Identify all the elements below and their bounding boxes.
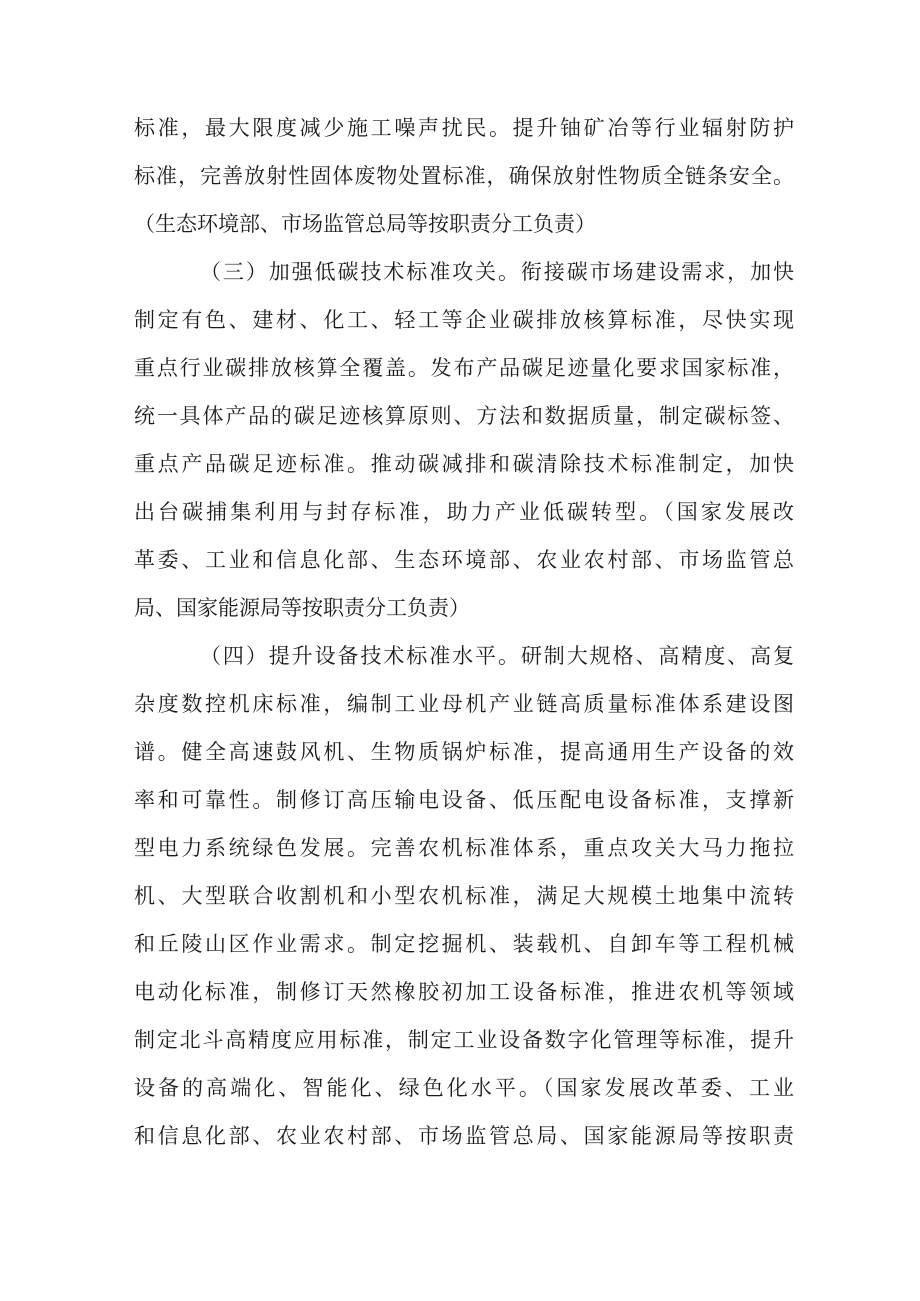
text-line-5: 制定有色、建材、化工、轻工等企业碳排放核算标准，尽快实现 (134, 308, 794, 332)
text-line-2: 标准，完善放射性固体废物处置标准，确保放射性物质全链条安全。 (134, 164, 794, 188)
text-line-14: 谱。健全高速鼓风机、生物质锅炉标准，提高通用生产设备的效 (134, 740, 794, 764)
text-line-3: （生态环境部、市场监管总局等按职责分工负责） (134, 212, 596, 236)
text-line-6: 重点行业碳排放核算全覆盖。发布产品碳足迹量化要求国家标准， (134, 356, 794, 380)
text-line-17: 机、大型联合收割机和小型农机标准，满足大规模土地集中流转 (134, 884, 794, 908)
text-line-9: 出台碳捕集利用与封存标准，助力产业低碳转型。（国家发展改 (134, 500, 794, 524)
text-line-8: 重点产品碳足迹标准。推动碳减排和碳清除技术标准制定，加快 (134, 452, 794, 476)
text-line-19: 电动化标准，制修订天然橡胶初加工设备标准，推进农机等领域 (134, 980, 794, 1004)
text-line-10: 革委、工业和信息化部、生态环境部、农业农村部、市场监管总 (134, 548, 794, 572)
text-line-7: 统一具体产品的碳足迹核算原则、方法和数据质量，制定碳标签、 (134, 404, 794, 428)
section-four-heading-line: （四）提升设备技术标准水平。研制大规格、高精度、高复 (200, 644, 794, 668)
text-line-15: 率和可靠性。制修订高压输电设备、低压配电设备标准，支撑新 (134, 788, 794, 812)
text-line-13: 杂度数控机床标准，编制工业母机产业链高质量标准体系建设图 (134, 692, 794, 716)
text-line-18: 和丘陵山区作业需求。制定挖掘机、装载机、自卸车等工程机械 (134, 932, 794, 956)
text-line-16: 型电力系统绿色发展。完善农机标准体系，重点攻关大马力拖拉 (134, 836, 794, 860)
text-line-21: 设备的高端化、智能化、绿色化水平。（国家发展改革委、工业 (134, 1076, 794, 1100)
section-three-heading-line: （三）加强低碳技术标准攻关。衔接碳市场建设需求，加快 (200, 260, 794, 284)
text-line-22: 和信息化部、农业农村部、市场监管总局、国家能源局等按职责 (134, 1124, 794, 1148)
text-line-20: 制定北斗高精度应用标准，制定工业设备数字化管理等标准，提升 (134, 1028, 794, 1052)
text-line-1: 标准，最大限度减少施工噪声扰民。提升铀矿冶等行业辐射防护 (134, 116, 794, 140)
text-line-11: 局、国家能源局等按职责分工负责） (134, 596, 470, 620)
